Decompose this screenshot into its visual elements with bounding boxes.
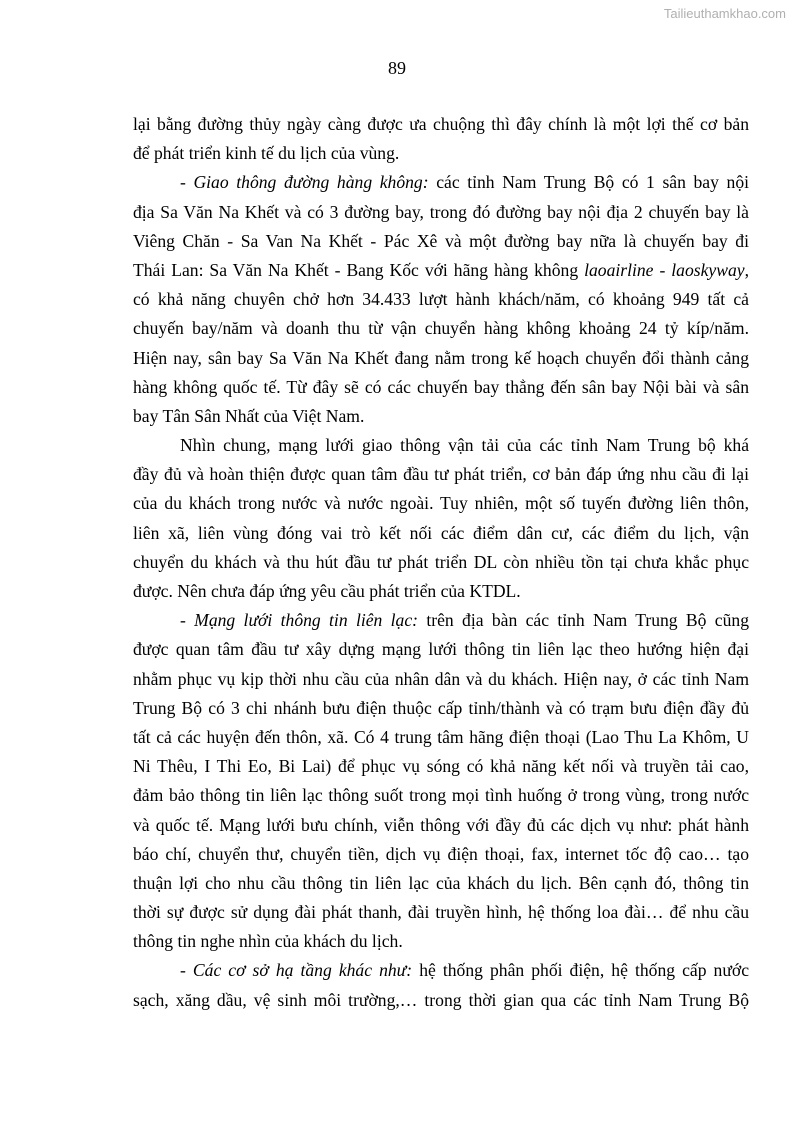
text-segment: tất cả các huyện đến thôn, xã. Có 4 trung tâm hãng điện thoại (Lao Thu La Khôm, U bbox=[133, 726, 749, 747]
text-segment: Viêng Chăn - Sa Van Na Khết - Pác Xê và một đường bay nữa là chuyến bay đi bbox=[133, 230, 749, 251]
text-line bbox=[133, 752, 749, 781]
text-line bbox=[133, 694, 749, 723]
text-segment: Nhìn chung, mạng lưới giao thông vận tải của các tỉnh Nam Trung bộ khá bbox=[180, 435, 749, 456]
text-line bbox=[133, 840, 749, 869]
text-segment: hàng không quốc tế. Từ đây sẽ có các chuyến bay thẳng đến sân bay Nội bài và sân bbox=[133, 376, 749, 397]
text-line bbox=[133, 110, 749, 139]
italic-text: - Mạng lưới thông tin liên lạc: bbox=[180, 610, 419, 631]
text-line bbox=[133, 460, 749, 489]
text-segment: đảm bảo thông tin liên lạc thông suốt trong mọi tình huống ở trong vùng, trong nước bbox=[133, 785, 749, 806]
italic-text: - Các cơ sở hạ tầng khác như: bbox=[180, 960, 413, 981]
text-segment: trên địa bàn các tỉnh Nam Trung Bộ cũng bbox=[418, 610, 749, 631]
text-line bbox=[133, 956, 749, 985]
text-line bbox=[133, 548, 749, 577]
text-segment: để phát triển kinh tế du lịch của vùng. bbox=[133, 143, 400, 164]
text-line bbox=[133, 635, 749, 664]
text-segment: Hiện nay, sân bay Sa Văn Na Khết đang nằm trong kế hoạch chuyển đổi thành cảng bbox=[133, 347, 749, 368]
text-segment: được. Nên chưa đáp ứng yêu cầu phát triển của KTDL. bbox=[133, 581, 521, 601]
text-segment: báo chí, chuyển thư, chuyển tiền, dịch vụ điện thoại, fax, internet tốc độ cao… tạo bbox=[133, 843, 749, 864]
text-line bbox=[133, 898, 749, 927]
text-line bbox=[133, 431, 749, 460]
text-segment: các tỉnh Nam Trung Bộ có 1 sân bay nội bbox=[428, 172, 749, 193]
text-segment: thuận lợi cho nhu cầu thông tin liên lạc của khách du lịch. Bên cạnh đó, thông tin bbox=[133, 872, 749, 893]
text-line bbox=[133, 811, 749, 840]
text-segment: sạch, xăng dầu, vệ sinh môi trường,… trong thời gian qua các tỉnh Nam Trung Bộ bbox=[133, 989, 749, 1010]
text-line bbox=[133, 373, 749, 402]
text-line bbox=[133, 227, 749, 256]
text-segment: nhằm phục vụ kịp thời nhu cầu của nhân dân và du khách. Hiện nay, ở các tỉnh Nam bbox=[133, 668, 749, 689]
italic-text: - Giao thông đường hàng không: bbox=[180, 172, 429, 193]
text-line bbox=[133, 986, 749, 1015]
page-number: 89 bbox=[388, 58, 406, 78]
text-segment: địa Sa Văn Na Khết và có 3 đường bay, trong đó đường bay nội địa 2 chuyến bay là bbox=[133, 201, 749, 222]
text-line bbox=[133, 519, 749, 548]
text-segment: thời sự được sử dụng đài phát thanh, đài truyền hình, hệ thống loa đài… để nhu cầu bbox=[133, 902, 749, 923]
text-segment: chuyển du khách và thu hút đầu tư phát triển DL còn nhiều tồn tại chưa khắc phục bbox=[133, 551, 749, 572]
text-segment: Ni Thêu, I Thi Eo, Bi Lai) để phục vụ sóng có khả năng kết nối và truyền tải cao, bbox=[133, 756, 749, 777]
text-segment: đầy đủ và hoàn thiện được quan tâm đầu tư phát triển, cơ bản đáp ứng nhu cầu đi lại bbox=[133, 464, 749, 485]
text-segment: lại bằng đường thủy ngày càng được ưa chuộng thì đây chính là một lợi thế cơ bản bbox=[133, 114, 749, 134]
text-line bbox=[133, 665, 749, 694]
text-segment: liên xã, liên vùng đóng vai trò kết nối các điểm dân cư, các điểm du lịch, vận bbox=[133, 522, 749, 543]
text-line bbox=[133, 314, 749, 343]
text-line bbox=[133, 577, 749, 606]
text-line bbox=[133, 139, 749, 168]
text-line bbox=[133, 723, 749, 752]
text-segment: bay Tân Sân Nhất của Việt Nam. bbox=[133, 405, 365, 426]
text-segment: được quan tâm đầu tư xây dựng mạng lưới thông tin liên lạc theo hướng hiện đại bbox=[133, 639, 749, 660]
watermark: Tailieuthamkhao.com bbox=[663, 6, 786, 21]
text-line bbox=[133, 402, 749, 431]
text-segment: hệ thống phân phối điện, hệ thống cấp nước bbox=[412, 960, 749, 981]
text-line bbox=[133, 168, 749, 197]
text-segment: chuyến bay/năm và doanh thu từ vận chuyển hàng không khoảng 24 tỷ kíp/năm. bbox=[133, 318, 749, 339]
text-segment: , bbox=[744, 259, 749, 280]
text-segment: Thái Lan: Sa Văn Na Khết - Bang Kốc với hãng hàng không bbox=[133, 259, 585, 280]
text-segment: và quốc tế. Mạng lưới bưu chính, viễn thông với đầy đủ các dịch vụ như: phát hành bbox=[133, 814, 749, 835]
document-body bbox=[133, 110, 749, 1015]
text-segment: có khả năng chuyên chở hơn 34.433 lượt hành khách/năm, có khoảng 949 tất cả bbox=[133, 289, 749, 310]
text-line bbox=[133, 285, 749, 314]
italic-text: laoairline - laoskyway bbox=[584, 259, 745, 280]
text-segment: của du khách trong nước và nước ngoài. Tuy nhiên, một số tuyến đường liên thôn, bbox=[133, 493, 749, 514]
text-segment: thông tin nghe nhìn của khách du lịch. bbox=[133, 931, 403, 952]
text-line bbox=[133, 256, 749, 285]
text-segment: Trung Bộ có 3 chi nhánh bưu điện thuộc cấp tỉnh/thành và có trạm bưu điện đầy đủ bbox=[133, 697, 749, 718]
text-line bbox=[133, 198, 749, 227]
text-line bbox=[133, 927, 749, 956]
text-line bbox=[133, 781, 749, 810]
text-line bbox=[133, 489, 749, 518]
text-line bbox=[133, 344, 749, 373]
text-line bbox=[133, 869, 749, 898]
text-line bbox=[133, 606, 749, 635]
